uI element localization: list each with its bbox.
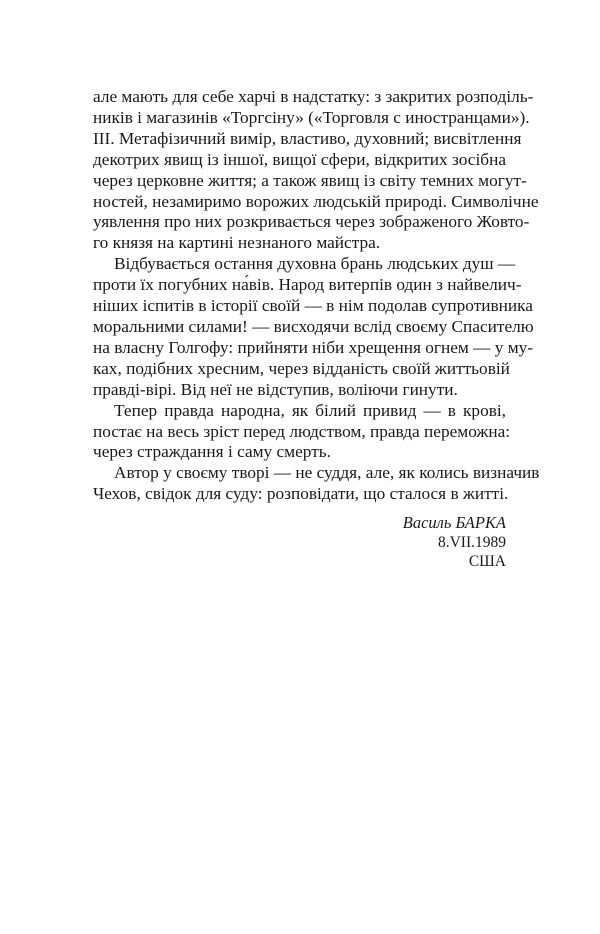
- text-line: але мають для себе харчі в надстатку: з закритих розподіль-: [93, 87, 534, 106]
- text-line: правді-вірі. Від неї не відступив, воліючи гинути.: [93, 379, 458, 399]
- text-line: декотрих явищ із іншої, вищої сфери, відкритих зосібна: [93, 149, 506, 169]
- text-line: III. Метафізичний вимір, властиво, духовний; висвітлення: [93, 128, 522, 148]
- author-name: Василь БАРКА: [402, 513, 506, 532]
- body-text: [93, 87, 540, 505]
- text-line: через церковне життя; а також явищ із світу темних могут-: [93, 170, 527, 190]
- text-line: го князя на картині незнаного майстра.: [93, 233, 381, 253]
- text-line: ностей, незамиримо ворожих людській природі. Символічне: [93, 191, 539, 211]
- text-line: Чехов, свідок для суду: розповідати, що сталося в житті.: [93, 484, 509, 504]
- text-line: ніших іспитів в історії своїй — в нім подолав супротивника: [93, 296, 533, 316]
- text-line: ників і магазинів «Торгсіну» («Торговля с иностранцами»).: [93, 107, 530, 127]
- paragraph-start-line: Тепер правда народна, як білий привид — в крові,: [114, 400, 506, 420]
- text-line: через страждання і саму смерть.: [93, 442, 331, 462]
- signature-date: 8.VII.1989: [437, 533, 506, 551]
- paragraph-start-line: Автор у своєму творі — не суддя, але, як колись визначив: [114, 463, 540, 483]
- paragraph-start-line: Відбувається остання духовна брань людських душ —: [114, 254, 516, 274]
- signature-place: США: [468, 553, 506, 570]
- signature-block: [403, 513, 506, 572]
- text-line: постає на весь зріст перед людством, правда переможна:: [93, 421, 511, 441]
- text-line: на власну Голгофу: прийняти ніби хрещення огнем — у му-: [93, 337, 534, 357]
- text-line: уявлення про них розкривається через зображеного Жовто-: [93, 212, 530, 232]
- text-line: моральними силами! — висходячи вслід своєму Спасителю: [93, 316, 534, 336]
- text-line: проти їх погубних на́вів. Народ витерпів один з найвелич-: [93, 275, 522, 295]
- text-line: ках, подібних хресним, через відданість своїй життьовій: [93, 358, 510, 378]
